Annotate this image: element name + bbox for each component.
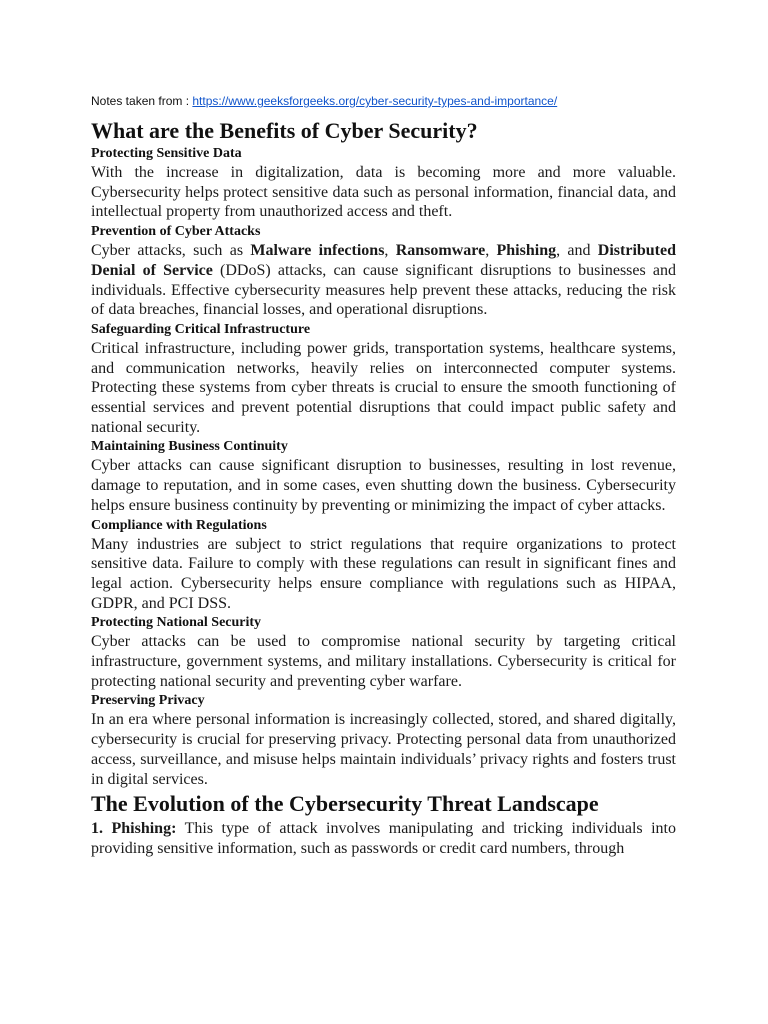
section-title-protecting-sensitive-data: Protecting Sensitive Data [91, 146, 242, 161]
separator: , [485, 242, 497, 260]
threat-landscape-heading: The Evolution of the Cybersecurity Threat Landscape [91, 791, 599, 817]
phishing-term: Phishing [496, 242, 557, 260]
section-text-prevention-of-cyber-attacks [91, 241, 676, 320]
benefits-heading: What are the Benefits of Cyber Security? [91, 118, 478, 143]
threat-item-label: 1. Phishing: [91, 820, 177, 838]
ddos-term: Distributed Denial of Service [91, 242, 677, 279]
section-title-preserving-privacy: Preserving Privacy [91, 693, 205, 709]
separator: , and [556, 242, 598, 260]
section-title-safeguarding-critical-infrastructure: Safeguarding Critical Infrastructure [91, 321, 311, 337]
section-text-safeguarding-critical-infrastructure: Critical infrastructure, including power grids, transportation systems, healthcare systems, and communication networks, heavily relies on interconnected computer systems. Protecting these systems from cyber threats is crucial to ensure the smooth functioning of essential services and prevent potential disruptions that could impact public safety and national security. [91, 339, 676, 436]
section-text-maintaining-business-continuity: Cyber attacks can cause significant disruption to businesses, resulting in lost revenue, damage to reputation, and in some cases, even shutting down the business. Cybersecurity helps ensure business continuity by preventing or minimizing the impact of cyber attacks. [91, 457, 676, 514]
ransomware-term: Ransomware [395, 242, 486, 260]
prevention-text-b: (DDoS) attacks, can cause significant disruptions to businesses and individuals. Effective cybersecurity measures help prevent these attacks, reducing the risk of data breaches, financial losses, and operational disruptions. [91, 261, 676, 319]
section-text-protecting-national-security: Cyber attacks can be used to compromise national security by targeting critical infrastructure, government systems, and military installations. Cybersecurity is critical for protecting national security and preventing cyber warfare. [91, 633, 676, 690]
malware-term: Malware infections [250, 242, 385, 260]
prevention-text-a: Cyber attacks, such as [91, 242, 251, 260]
notes-source-line [91, 92, 676, 110]
section-text-preserving-privacy: In an era where personal information is increasingly collected, stored, and shared digitally, cybersecurity is crucial for preserving privacy. Protecting personal data from unauthorized access, surveillance, and misuse helps maintain individuals’ privacy rights and fosters trust in digital services. [91, 711, 676, 788]
section-text-compliance-with-regulations: Many industries are subject to strict regulations that require organizations to protect sensitive data. Failure to comply with these regulations can result in significant fines and legal action. Cybersecurity helps ensure compliance with regulations such as HIPAA, GDPR, and PCI DSS. [91, 535, 676, 612]
section-title-maintaining-business-continuity: Maintaining Business Continuity [91, 439, 288, 455]
section-title-protecting-national-security: Protecting National Security [91, 615, 262, 631]
notes-prefix: Notes taken from : [91, 94, 193, 108]
separator: , [384, 242, 396, 260]
section-title-compliance-with-regulations: Compliance with Regulations [91, 517, 267, 533]
document-page [91, 92, 676, 859]
threat-item-text: This type of attack involves manipulating and tricking individuals into providing sensitive information, such as passwords or credit card numbers, through [91, 820, 676, 857]
source-link[interactable]: https://www.geeksforgeeks.org/cyber-security-types-and-importance/ [192, 94, 558, 108]
threat-item-phishing [91, 819, 676, 858]
section-text-protecting-sensitive-data: With the increase in digitalization, data is becoming more and more valuable. Cybersecurity helps protect sensitive data such as personal information, financial data, and intellectual property from unauthorized access and theft. [91, 164, 676, 221]
section-title-prevention-of-cyber-attacks: Prevention of Cyber Attacks [91, 224, 261, 240]
